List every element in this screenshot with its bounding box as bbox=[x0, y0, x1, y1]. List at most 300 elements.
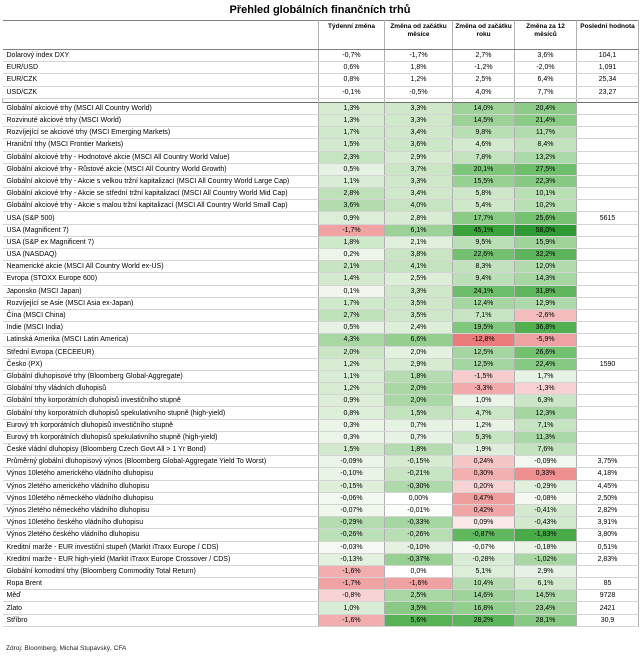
cell-ytd: 19,5% bbox=[453, 322, 515, 334]
cell-mtd: 3,4% bbox=[385, 188, 453, 200]
cell-mtd: 4,0% bbox=[385, 200, 453, 212]
cell-weekly: 1,3% bbox=[319, 102, 385, 114]
cell-ytd: 7,1% bbox=[453, 309, 515, 321]
cell-weekly: -0,29% bbox=[319, 517, 385, 529]
cell-last-value: 85 bbox=[577, 578, 639, 590]
cell-mtd: 3,7% bbox=[385, 163, 453, 175]
header-row bbox=[3, 21, 639, 50]
row-label: Výnos 2letého německého vládního dluhopisu bbox=[3, 504, 319, 516]
cell-last-value bbox=[577, 383, 639, 395]
cell-12m: 7,1% bbox=[515, 419, 577, 431]
cell-last-value: 4,18% bbox=[577, 468, 639, 480]
table-row bbox=[3, 468, 639, 480]
row-label: USD/CZK bbox=[3, 86, 319, 98]
cell-mtd: 3,5% bbox=[385, 602, 453, 614]
table-row bbox=[3, 114, 639, 126]
table-row bbox=[3, 261, 639, 273]
cell-12m: 58,0% bbox=[515, 224, 577, 236]
table-row bbox=[3, 529, 639, 541]
row-label: Globální akciové trhy - Růstové akcie (MSCI All Country World Growth) bbox=[3, 163, 319, 175]
cell-ytd: 2,7% bbox=[453, 50, 515, 62]
cell-last-value: 104,1 bbox=[577, 50, 639, 62]
cell-last-value: 3,80% bbox=[577, 529, 639, 541]
table-row bbox=[3, 175, 639, 187]
cell-12m: 3,6% bbox=[515, 50, 577, 62]
cell-ytd: 22,6% bbox=[453, 249, 515, 261]
cell-weekly: 0,1% bbox=[319, 285, 385, 297]
cell-mtd: 0,0% bbox=[385, 565, 453, 577]
cell-mtd: -0,01% bbox=[385, 504, 453, 516]
row-label: Eurový trh korporátních dluhopisů investičního stupně bbox=[3, 419, 319, 431]
cell-weekly: 4,3% bbox=[319, 334, 385, 346]
cell-mtd: -0,37% bbox=[385, 553, 453, 565]
cell-mtd: -0,26% bbox=[385, 529, 453, 541]
cell-weekly: 0,9% bbox=[319, 212, 385, 224]
cell-last-value: 4,45% bbox=[577, 480, 639, 492]
cell-ytd: 0,24% bbox=[453, 456, 515, 468]
cell-mtd: 3,4% bbox=[385, 127, 453, 139]
cell-ytd: 45,1% bbox=[453, 224, 515, 236]
row-label: EUR/USD bbox=[3, 62, 319, 74]
cell-12m: 21,4% bbox=[515, 114, 577, 126]
cell-ytd: 8,3% bbox=[453, 261, 515, 273]
cell-12m: -2,0% bbox=[515, 62, 577, 74]
cell-weekly: -0,7% bbox=[319, 50, 385, 62]
cell-mtd: -0,21% bbox=[385, 468, 453, 480]
row-label: Eurový trh korporátních dluhopisů spekulativního stupně (high-yield) bbox=[3, 431, 319, 443]
cell-ytd: 15,5% bbox=[453, 175, 515, 187]
header-mtd: Změna od začátku měsíce bbox=[385, 21, 453, 50]
cell-weekly: 1,0% bbox=[319, 602, 385, 614]
cell-weekly: 1,5% bbox=[319, 139, 385, 151]
cell-last-value: 2,50% bbox=[577, 492, 639, 504]
row-label: Rozvíjející se Asie (MSCI Asia ex-Japan) bbox=[3, 297, 319, 309]
cell-weekly: 0,3% bbox=[319, 419, 385, 431]
row-label: Globální akciové trhy - Akcie s malou tržní kapitalizací (MSCI All Country World Small Cap) bbox=[3, 200, 319, 212]
cell-ytd: 0,30% bbox=[453, 468, 515, 480]
cell-last-value: 1590 bbox=[577, 358, 639, 370]
cell-last-value bbox=[577, 419, 639, 431]
cell-12m: 10,1% bbox=[515, 188, 577, 200]
cell-weekly: -0,10% bbox=[319, 468, 385, 480]
cell-weekly: 1,8% bbox=[319, 236, 385, 248]
row-label: EUR/CZK bbox=[3, 74, 319, 86]
cell-12m: 10,2% bbox=[515, 200, 577, 212]
cell-12m: 20,4% bbox=[515, 102, 577, 114]
cell-12m: 12,3% bbox=[515, 407, 577, 419]
cell-last-value bbox=[577, 285, 639, 297]
row-label: USA (S&P 500) bbox=[3, 212, 319, 224]
cell-mtd: -1,6% bbox=[385, 578, 453, 590]
row-label: Rozvíjející se akciové trhy (MSCI Emerging Markets) bbox=[3, 127, 319, 139]
cell-ytd: 2,5% bbox=[453, 74, 515, 86]
cell-mtd: 2,9% bbox=[385, 151, 453, 163]
cell-mtd: -0,15% bbox=[385, 456, 453, 468]
cell-mtd: 3,6% bbox=[385, 139, 453, 151]
cell-last-value bbox=[577, 151, 639, 163]
cell-weekly: -0,07% bbox=[319, 504, 385, 516]
cell-weekly: -1,6% bbox=[319, 614, 385, 626]
row-label: Evropa (STOXX Europe 600) bbox=[3, 273, 319, 285]
cell-mtd: 6,1% bbox=[385, 224, 453, 236]
cell-last-value bbox=[577, 395, 639, 407]
table-row bbox=[3, 297, 639, 309]
cell-weekly: 2,7% bbox=[319, 309, 385, 321]
row-label: USA (NASDAQ) bbox=[3, 249, 319, 261]
cell-ytd: 7,8% bbox=[453, 151, 515, 163]
table-row bbox=[3, 309, 639, 321]
cell-mtd: 1,5% bbox=[385, 407, 453, 419]
cell-last-value bbox=[577, 114, 639, 126]
cell-last-value: 3,75% bbox=[577, 456, 639, 468]
cell-12m: 12,0% bbox=[515, 261, 577, 273]
cell-weekly: 1,2% bbox=[319, 358, 385, 370]
row-label: Indie (MSCI India) bbox=[3, 322, 319, 334]
cell-ytd: 12,5% bbox=[453, 358, 515, 370]
cell-weekly: 0,6% bbox=[319, 62, 385, 74]
cell-12m: 15,9% bbox=[515, 236, 577, 248]
cell-mtd: 1,8% bbox=[385, 62, 453, 74]
cell-mtd: 1,8% bbox=[385, 444, 453, 456]
table-row bbox=[3, 322, 639, 334]
table-row bbox=[3, 74, 639, 86]
cell-mtd: 0,7% bbox=[385, 419, 453, 431]
row-label: Neamerické akcie (MSCI All Country World ex-US) bbox=[3, 261, 319, 273]
table-row bbox=[3, 188, 639, 200]
cell-12m: 25,6% bbox=[515, 212, 577, 224]
cell-weekly: 2,0% bbox=[319, 346, 385, 358]
cell-ytd: 14,0% bbox=[453, 102, 515, 114]
table-row bbox=[3, 578, 639, 590]
cell-12m: -0,41% bbox=[515, 504, 577, 516]
cell-last-value bbox=[577, 370, 639, 382]
table-row bbox=[3, 395, 639, 407]
cell-ytd: -1,5% bbox=[453, 370, 515, 382]
cell-mtd: 0,7% bbox=[385, 431, 453, 443]
source-note: Zdroj: Bloomberg, Michal Stupavský, CFA bbox=[6, 645, 127, 652]
cell-ytd: 0,20% bbox=[453, 480, 515, 492]
cell-mtd: 3,3% bbox=[385, 175, 453, 187]
cell-mtd: -1,7% bbox=[385, 50, 453, 62]
cell-12m: 0,33% bbox=[515, 468, 577, 480]
cell-12m: -1,83% bbox=[515, 529, 577, 541]
table-row bbox=[3, 480, 639, 492]
cell-last-value bbox=[577, 346, 639, 358]
cell-ytd: 10,4% bbox=[453, 578, 515, 590]
cell-mtd: 2,5% bbox=[385, 273, 453, 285]
table-row bbox=[3, 86, 639, 98]
cell-weekly: 1,1% bbox=[319, 370, 385, 382]
cell-weekly: 1,5% bbox=[319, 444, 385, 456]
cell-ytd: 4,6% bbox=[453, 139, 515, 151]
row-label: Dolarový index DXY bbox=[3, 50, 319, 62]
cell-last-value bbox=[577, 565, 639, 577]
cell-weekly: 2,8% bbox=[319, 188, 385, 200]
cell-ytd: 9,4% bbox=[453, 273, 515, 285]
cell-ytd: 12,5% bbox=[453, 346, 515, 358]
row-label: Stříbro bbox=[3, 614, 319, 626]
cell-12m: 26,6% bbox=[515, 346, 577, 358]
cell-weekly: -1,7% bbox=[319, 224, 385, 236]
cell-12m: -1,3% bbox=[515, 383, 577, 395]
row-label: Kreditní marže - EUR investiční stupeň (Markit iTraxx Europe / CDS) bbox=[3, 541, 319, 553]
cell-ytd: 4,7% bbox=[453, 407, 515, 419]
cell-ytd: 12,4% bbox=[453, 297, 515, 309]
cell-ytd: -0,28% bbox=[453, 553, 515, 565]
cell-weekly: 0,8% bbox=[319, 74, 385, 86]
cell-last-value: 2,82% bbox=[577, 504, 639, 516]
cell-ytd: -12,8% bbox=[453, 334, 515, 346]
cell-ytd: 5,4% bbox=[453, 200, 515, 212]
cell-12m: 2,9% bbox=[515, 565, 577, 577]
table-row bbox=[3, 614, 639, 626]
cell-last-value bbox=[577, 163, 639, 175]
cell-weekly: 0,5% bbox=[319, 322, 385, 334]
cell-ytd: 28,2% bbox=[453, 614, 515, 626]
row-label: Výnos 10letého amerického vládního dluhopisu bbox=[3, 468, 319, 480]
cell-12m: 14,5% bbox=[515, 590, 577, 602]
cell-12m: 6,3% bbox=[515, 395, 577, 407]
table-row bbox=[3, 504, 639, 516]
cell-weekly: -1,7% bbox=[319, 578, 385, 590]
cell-mtd: 1,2% bbox=[385, 74, 453, 86]
table-row bbox=[3, 358, 639, 370]
cell-mtd: 3,5% bbox=[385, 297, 453, 309]
row-label: Měď bbox=[3, 590, 319, 602]
cell-weekly: 1,1% bbox=[319, 175, 385, 187]
cell-last-value bbox=[577, 431, 639, 443]
cell-ytd: 9,8% bbox=[453, 127, 515, 139]
cell-last-value: 23,27 bbox=[577, 86, 639, 98]
cell-last-value: 0,51% bbox=[577, 541, 639, 553]
header-12m: Změna za 12 měsíců bbox=[515, 21, 577, 50]
cell-last-value: 1,091 bbox=[577, 62, 639, 74]
cell-12m: -0,43% bbox=[515, 517, 577, 529]
cell-12m: 28,1% bbox=[515, 614, 577, 626]
row-label: Globální trhy vládních dluhopisů bbox=[3, 383, 319, 395]
cell-last-value bbox=[577, 322, 639, 334]
cell-mtd: 3,3% bbox=[385, 285, 453, 297]
cell-ytd: 14,6% bbox=[453, 590, 515, 602]
row-label: Globální akciové trhy (MSCI All Country World) bbox=[3, 102, 319, 114]
cell-last-value bbox=[577, 309, 639, 321]
cell-ytd: 5,8% bbox=[453, 188, 515, 200]
table-row bbox=[3, 444, 639, 456]
cell-ytd: 24,1% bbox=[453, 285, 515, 297]
row-label: Čína (MSCI China) bbox=[3, 309, 319, 321]
cell-mtd: -0,10% bbox=[385, 541, 453, 553]
page-title: Přehled globálních finančních trhů bbox=[229, 4, 411, 16]
cell-mtd: 4,1% bbox=[385, 261, 453, 273]
table-row bbox=[3, 236, 639, 248]
cell-ytd: 0,47% bbox=[453, 492, 515, 504]
cell-12m: 23,4% bbox=[515, 602, 577, 614]
table-row bbox=[3, 163, 639, 175]
cell-last-value bbox=[577, 334, 639, 346]
row-label: Globální akciové trhy - Akcie se střední tržní kapitalizací (MSCI All Country World Mid Cap) bbox=[3, 188, 319, 200]
cell-last-value: 2,83% bbox=[577, 553, 639, 565]
table-row bbox=[3, 151, 639, 163]
table-row bbox=[3, 249, 639, 261]
cell-last-value bbox=[577, 249, 639, 261]
table-row bbox=[3, 431, 639, 443]
cell-weekly: 0,8% bbox=[319, 407, 385, 419]
cell-ytd: 0,42% bbox=[453, 504, 515, 516]
cell-ytd: -0,87% bbox=[453, 529, 515, 541]
cell-weekly: 2,3% bbox=[319, 151, 385, 163]
cell-weekly: 3,6% bbox=[319, 200, 385, 212]
cell-ytd: 14,5% bbox=[453, 114, 515, 126]
row-label: Globální dluhopisové trhy (Bloomberg Global-Aggregate) bbox=[3, 370, 319, 382]
cell-ytd: 17,7% bbox=[453, 212, 515, 224]
cell-weekly: -0,09% bbox=[319, 456, 385, 468]
cell-12m: -0,08% bbox=[515, 492, 577, 504]
cell-weekly: 1,7% bbox=[319, 297, 385, 309]
row-label: Rozvinuté akciové trhy (MSCI World) bbox=[3, 114, 319, 126]
cell-12m: 1,7% bbox=[515, 370, 577, 382]
table-row bbox=[3, 370, 639, 382]
cell-last-value bbox=[577, 127, 639, 139]
table-row bbox=[3, 200, 639, 212]
cell-mtd: 6,6% bbox=[385, 334, 453, 346]
cell-weekly: 1,7% bbox=[319, 127, 385, 139]
cell-last-value bbox=[577, 224, 639, 236]
cell-last-value bbox=[577, 175, 639, 187]
table-row bbox=[3, 407, 639, 419]
cell-last-value: 25,34 bbox=[577, 74, 639, 86]
cell-ytd: -1,2% bbox=[453, 62, 515, 74]
cell-mtd: -0,30% bbox=[385, 480, 453, 492]
cell-12m: -0,18% bbox=[515, 541, 577, 553]
cell-last-value: 2421 bbox=[577, 602, 639, 614]
cell-weekly: -1,6% bbox=[319, 565, 385, 577]
cell-ytd: 16,8% bbox=[453, 602, 515, 614]
cell-12m: 7,7% bbox=[515, 86, 577, 98]
row-label: Globální komoditní trhy (Bloomberg Commodity Total Return) bbox=[3, 565, 319, 577]
row-label: Výnos 2letého amerického vládního dluhopisu bbox=[3, 480, 319, 492]
cell-12m: 14,3% bbox=[515, 273, 577, 285]
row-label: Latinská Amerika (MSCI Latin America) bbox=[3, 334, 319, 346]
cell-weekly: -0,1% bbox=[319, 86, 385, 98]
cell-mtd: 5,6% bbox=[385, 614, 453, 626]
cell-12m: 22,4% bbox=[515, 358, 577, 370]
cell-mtd: 3,5% bbox=[385, 309, 453, 321]
cell-last-value bbox=[577, 273, 639, 285]
cell-mtd: 2,9% bbox=[385, 358, 453, 370]
table-row bbox=[3, 224, 639, 236]
cell-weekly: 1,3% bbox=[319, 114, 385, 126]
cell-last-value bbox=[577, 407, 639, 419]
markets-table bbox=[2, 20, 639, 627]
row-label: USA (Magnificent 7) bbox=[3, 224, 319, 236]
table-body bbox=[3, 50, 639, 627]
row-label: Ropa Brent bbox=[3, 578, 319, 590]
cell-weekly: 0,5% bbox=[319, 163, 385, 175]
cell-12m: 36,8% bbox=[515, 322, 577, 334]
cell-weekly: 0,3% bbox=[319, 431, 385, 443]
cell-12m: -1,02% bbox=[515, 553, 577, 565]
cell-mtd: 2,0% bbox=[385, 346, 453, 358]
cell-last-value bbox=[577, 188, 639, 200]
header-label bbox=[3, 21, 319, 50]
cell-mtd: 2,0% bbox=[385, 383, 453, 395]
cell-12m: -2,6% bbox=[515, 309, 577, 321]
cell-last-value bbox=[577, 297, 639, 309]
cell-last-value: 30,9 bbox=[577, 614, 639, 626]
row-label: Česko (PX) bbox=[3, 358, 319, 370]
row-label: Výnos 10letého českého vládního dluhopisu bbox=[3, 517, 319, 529]
row-label: Globální trhy korporátních dluhopisů spekulativního stupně (high-yield) bbox=[3, 407, 319, 419]
row-label: Globální akciové trhy - Hodnotové akcie (MSCI All Country World Value) bbox=[3, 151, 319, 163]
cell-12m: 11,3% bbox=[515, 431, 577, 443]
table-row bbox=[3, 102, 639, 114]
row-label: Průměrný globální dluhopisový výnos (Bloomberg Global-Aggregate Yield To Worst) bbox=[3, 456, 319, 468]
cell-mtd: 2,1% bbox=[385, 236, 453, 248]
table-row bbox=[3, 565, 639, 577]
cell-ytd: 20,1% bbox=[453, 163, 515, 175]
cell-weekly: 0,9% bbox=[319, 395, 385, 407]
cell-ytd: 1,0% bbox=[453, 395, 515, 407]
table-row bbox=[3, 273, 639, 285]
row-label: Globální akciové trhy - Akcie s velkou tržní kapitalizací (MSCI All Country World Large Cap) bbox=[3, 175, 319, 187]
cell-last-value: 5615 bbox=[577, 212, 639, 224]
table-row bbox=[3, 334, 639, 346]
row-label: Kreditní marže - EUR high-yield (Markit iTraxx Europe Crossover / CDS) bbox=[3, 553, 319, 565]
cell-last-value bbox=[577, 236, 639, 248]
cell-ytd: 1,2% bbox=[453, 419, 515, 431]
cell-mtd: 2,5% bbox=[385, 590, 453, 602]
cell-mtd: 0,00% bbox=[385, 492, 453, 504]
table-row bbox=[3, 553, 639, 565]
cell-last-value bbox=[577, 200, 639, 212]
cell-12m: -0,29% bbox=[515, 480, 577, 492]
row-label: Výnos 10letého německého vládního dluhopisu bbox=[3, 492, 319, 504]
table-row bbox=[3, 602, 639, 614]
cell-weekly: 1,4% bbox=[319, 273, 385, 285]
cell-weekly: 0,2% bbox=[319, 249, 385, 261]
cell-mtd: 3,8% bbox=[385, 249, 453, 261]
cell-ytd: 9,5% bbox=[453, 236, 515, 248]
table-row bbox=[3, 517, 639, 529]
cell-12m: 31,8% bbox=[515, 285, 577, 297]
table-row bbox=[3, 212, 639, 224]
row-label: Globální trhy korporátních dluhopisů investičního stupně bbox=[3, 395, 319, 407]
cell-12m: 8,4% bbox=[515, 139, 577, 151]
cell-last-value bbox=[577, 444, 639, 456]
table-row bbox=[3, 62, 639, 74]
cell-mtd: 2,0% bbox=[385, 395, 453, 407]
cell-ytd: 5,1% bbox=[453, 565, 515, 577]
cell-last-value bbox=[577, 102, 639, 114]
cell-weekly: -0,15% bbox=[319, 480, 385, 492]
cell-last-value: 9728 bbox=[577, 590, 639, 602]
cell-last-value: 3,91% bbox=[577, 517, 639, 529]
cell-mtd: 2,8% bbox=[385, 212, 453, 224]
table-row bbox=[3, 139, 639, 151]
cell-weekly: 1,2% bbox=[319, 383, 385, 395]
table-row bbox=[3, 285, 639, 297]
cell-mtd: 3,3% bbox=[385, 102, 453, 114]
row-label: Střední Evropa (CECEEUR) bbox=[3, 346, 319, 358]
cell-ytd: 1,9% bbox=[453, 444, 515, 456]
cell-mtd: 3,3% bbox=[385, 114, 453, 126]
table-row bbox=[3, 346, 639, 358]
header-last-value: Poslední hodnota bbox=[577, 21, 639, 50]
row-label: Výnos 2letého českého vládního dluhopisu bbox=[3, 529, 319, 541]
table-row bbox=[3, 127, 639, 139]
table-row bbox=[3, 590, 639, 602]
cell-mtd: 1,8% bbox=[385, 370, 453, 382]
